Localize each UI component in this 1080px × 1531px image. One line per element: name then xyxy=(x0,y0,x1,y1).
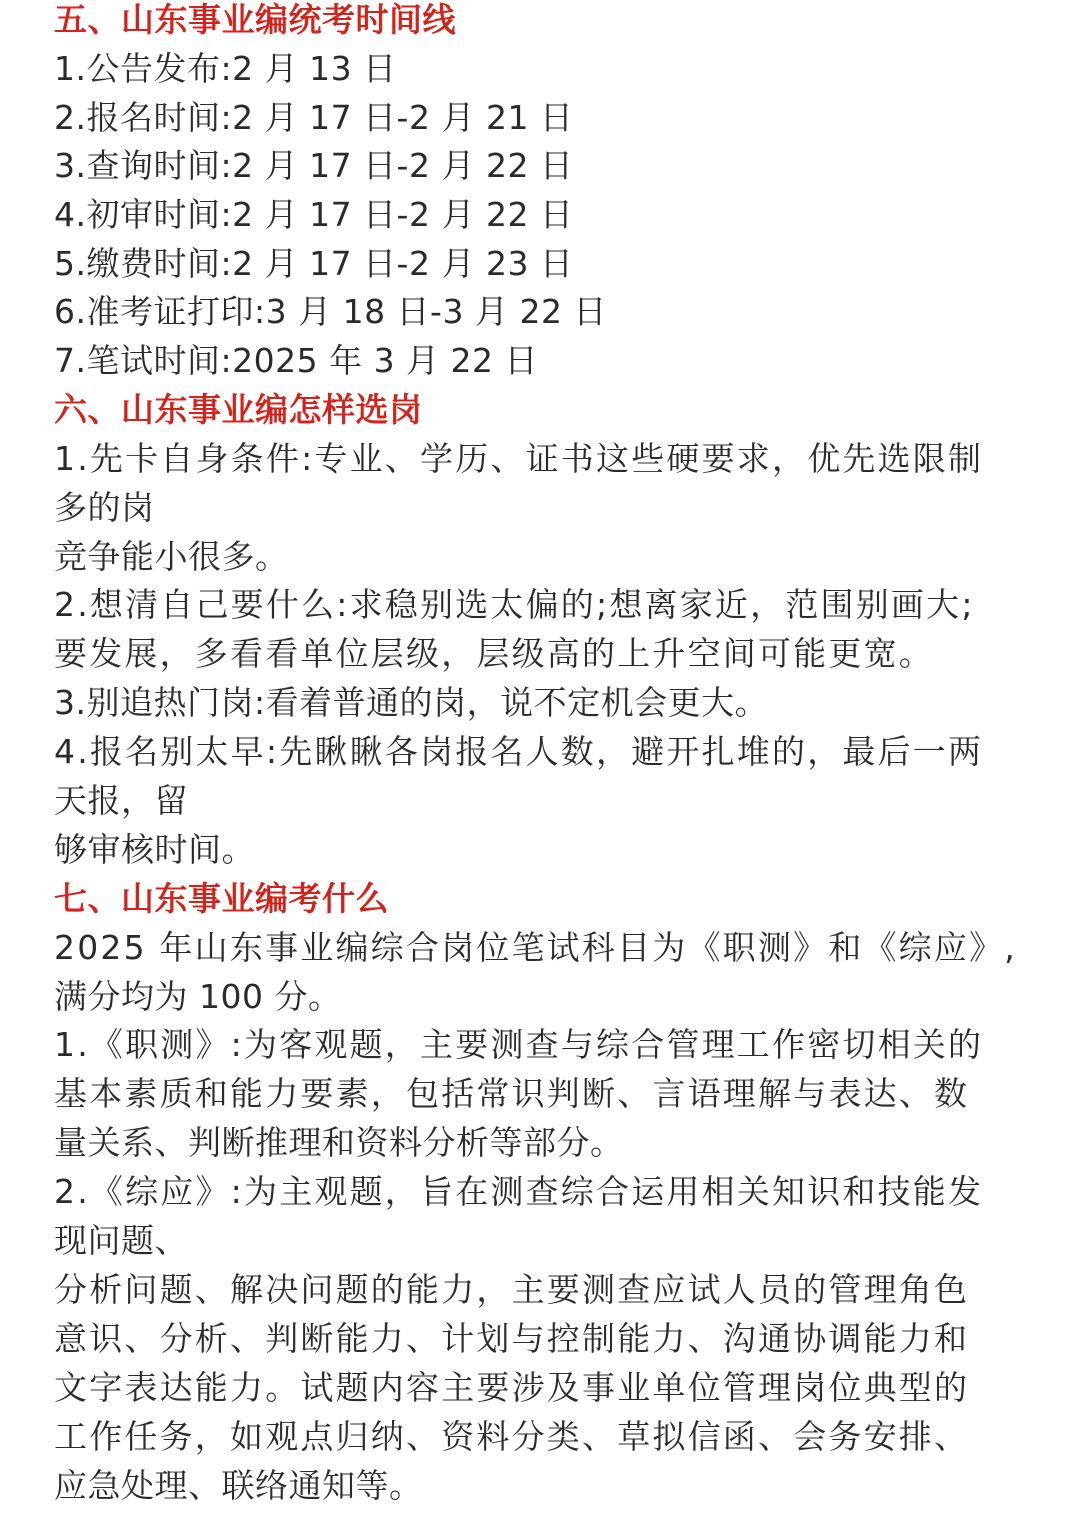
section-heading: 六、山东事业编怎样选岗 xyxy=(54,390,423,429)
paragraph-line: 2.想清自己要什么:求稳别选太偏的;想离家近，范围别画大; xyxy=(54,585,975,624)
paragraph-line: 要发展，多看看单位层级，层级高的上升空间可能更宽。 xyxy=(54,634,934,673)
paragraph-line: 够审核时间。 xyxy=(54,830,255,869)
paragraph-line: 量关系、判断推理和资料分析等部分。 xyxy=(54,1123,624,1162)
paragraph-line: 多的岗 xyxy=(54,488,155,527)
paragraph-line: 分析问题、解决问题的能力，主要测查应试人员的管理角色 xyxy=(54,1270,970,1309)
paragraph-line: 1.先卡自身条件:专业、学历、证书这些硬要求，优先选限制 xyxy=(54,439,984,478)
paragraph-line: 4.报名别太早:先瞅瞅各岗报名人数，避开扎堆的，最后一两 xyxy=(54,732,984,771)
paragraph-line: 满分均为 100 分。 xyxy=(54,977,342,1016)
paragraph-line: 天报，留 xyxy=(54,781,188,820)
paragraph-line: 现问题、 xyxy=(54,1221,188,1260)
timeline-item: 2.报名时间:2 月 17 日-2 月 21 日 xyxy=(54,98,574,137)
section-heading: 五、山东事业编统考时间线 xyxy=(54,0,456,39)
timeline-item: 1.公告发布:2 月 13 日 xyxy=(54,49,397,88)
paragraph-line: 3.别追热门岗:看着普通的岗，说不定机会更大。 xyxy=(54,683,769,722)
paragraph-line: 基本素质和能力要素，包括常识判断、言语理解与表达、数 xyxy=(54,1074,970,1113)
timeline-item: 5.缴费时间:2 月 17 日-2 月 23 日 xyxy=(54,244,574,283)
paragraph-line: 意识、分析、判断能力、计划与控制能力、沟通协调能力和 xyxy=(54,1319,970,1358)
paragraph-line: 文字表达能力。试题内容主要涉及事业单位管理岗位典型的 xyxy=(54,1368,970,1407)
paragraph-line: 竞争能小很多。 xyxy=(54,537,289,576)
timeline-item: 7.笔试时间:2025 年 3 月 22 日 xyxy=(54,341,539,380)
paragraph-line: 2.《综应》:为主观题，旨在测查综合运用相关知识和技能发 xyxy=(54,1172,984,1211)
section-heading: 七、山东事业编考什么 xyxy=(54,879,389,918)
paragraph-line: 1.《职测》:为客观题，主要测查与综合管理工作密切相关的 xyxy=(54,1025,984,1064)
paragraph-line: 工作任务，如观点归纳、资料分类、草拟信函、会务安排、 xyxy=(54,1417,970,1456)
paragraph-line: 应急处理、联络通知等。 xyxy=(54,1466,423,1505)
timeline-item: 3.查询时间:2 月 17 日-2 月 22 日 xyxy=(54,146,574,185)
paragraph-line: 2025 年山东事业编综合岗位笔试科目为《职测》和《综应》, xyxy=(54,928,1017,967)
timeline-item: 4.初审时间:2 月 17 日-2 月 22 日 xyxy=(54,195,574,234)
timeline-item: 6.准考证打印:3 月 18 日-3 月 22 日 xyxy=(54,292,607,331)
